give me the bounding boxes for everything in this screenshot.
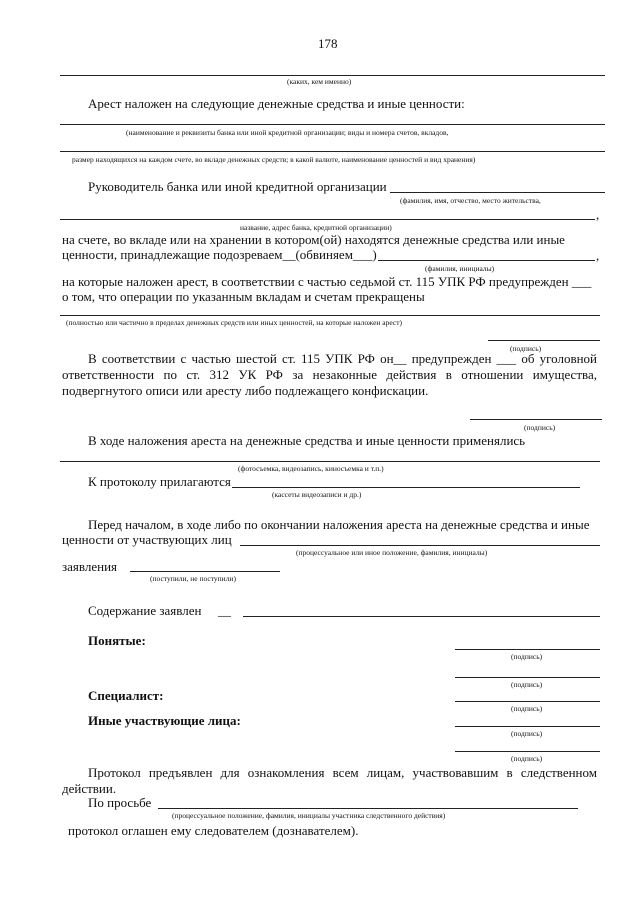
caption-received: (поступили, не поступили) xyxy=(150,574,236,583)
caption-signature-other-1: (подпись) xyxy=(511,729,543,738)
witnesses-label: Понятые: xyxy=(88,633,146,648)
blank-line-bank-address xyxy=(60,219,595,220)
attached-label: К протоколу прилагаются xyxy=(88,474,231,489)
statements-text-line-1: Перед началом, в ходе либо по окончании наложения ареста на денежные средства и иные xyxy=(88,517,590,532)
caption-signature-specialist: (подпись) xyxy=(511,704,543,713)
content-statements-label: Содержание заявлен xyxy=(88,603,202,618)
caption-bank-name: (наименование и реквизиты банка или иной кредитной организации; виды и номера счетов, вкладов, xyxy=(126,128,449,137)
caption-fully-partially: (полностью или частично в пределах денежных средств или иных ценностей, на которые наложен арест) xyxy=(66,318,402,327)
statements-text-line-2: ценности от участвующих лиц xyxy=(62,532,232,547)
blank-line-participant xyxy=(158,808,578,809)
other-participants-label: Иные участвующие лица: xyxy=(88,713,241,728)
statements-word: заявления xyxy=(62,559,118,574)
read-aloud-text: протокол оглашен ему следователем (дознавателем). xyxy=(68,823,359,838)
blank-line-fully-partially xyxy=(60,315,600,316)
caption-amount: размер находящихся на каждом счете, во вкладе денежных средств; в какой валюте, наименование ценностей и вид хранения) xyxy=(72,155,476,164)
blank-line-bank-details xyxy=(60,124,605,125)
caption-photo: (фотосъемка, видеозапись, киносъемка и т.п.) xyxy=(238,464,384,473)
blank-line-content xyxy=(243,616,600,617)
caption-signature-witness-1: (подпись) xyxy=(511,652,543,661)
specialist-label: Специалист: xyxy=(88,688,164,703)
blank-line-amounts xyxy=(60,151,605,152)
caption-fio-initials: (фамилия, инициалы) xyxy=(425,264,495,273)
caption-signature-2: (подпись) xyxy=(524,423,556,432)
signature-line-witness-2 xyxy=(455,677,600,678)
caption-procedural: (процессуальное или иное положение, фамилия, инициалы) xyxy=(296,548,488,557)
signature-line-2 xyxy=(470,419,602,420)
caption-signature-other-2: (подпись) xyxy=(511,754,543,763)
account-text-line-2: ценности, принадлежащие подозреваем__(обвиняем___) xyxy=(62,247,377,262)
caption-fio-residence: (фамилия, имя, отчество, место жительства, xyxy=(400,196,541,205)
request-label: По просьбе xyxy=(88,795,152,810)
blank-line-suspect-fio xyxy=(378,260,595,261)
content-statements-blank: __ xyxy=(218,603,231,618)
blank-line-head-fio xyxy=(390,192,605,193)
blank-line-received xyxy=(130,571,280,572)
signature-line-other-2 xyxy=(455,751,600,752)
presented-paragraph: Протокол предъявлен для ознакомления всем лицам, участвовавшим в следственном действии. xyxy=(62,765,597,796)
blank-line-photo xyxy=(60,461,600,462)
arrest-intro-text: Арест наложен на следующие денежные средства и иные ценности: xyxy=(88,96,465,111)
caption-bank-address: название, адрес банка, кредитной организации) xyxy=(240,223,392,232)
warned-text-line-2: о том, что операции по указанным вкладам и счетам прекращены xyxy=(62,289,425,304)
liability-paragraph: В соответствии с частью шестой ст. 115 УПК РФ он__ предупрежден ___ об уголовной ответственности по ст. 312 УК РФ за незаконные действия в отношении имущества, подвергнутого описи или аресту либо подлежащего конфискации. xyxy=(62,351,597,398)
caption-kakikh: (каких, кем именно) xyxy=(287,77,352,86)
caption-signature-1: (подпись) xyxy=(510,344,542,353)
comma-mark-2: , xyxy=(596,248,600,263)
caption-signature-witness-2: (подпись) xyxy=(511,680,543,689)
signature-line-1 xyxy=(488,340,600,341)
head-of-bank-label: Руководитель банка или иной кредитной организации xyxy=(88,179,387,194)
caption-cassettes: (кассеты видеозаписи и др.) xyxy=(272,490,362,499)
applied-during-text: В ходе наложения ареста на денежные средства и иные ценности применялись xyxy=(88,433,526,448)
signature-line-specialist xyxy=(455,701,600,702)
caption-participant: (процессуальное положение, фамилия, инициалы участника следственного действия) xyxy=(172,811,446,820)
blank-line-kakikh xyxy=(60,75,605,76)
page-number: 178 xyxy=(318,36,338,51)
account-text-line-1: на счете, во вкладе или на хранении в котором(ой) находятся денежные средства или иные xyxy=(62,232,565,247)
signature-line-other-1 xyxy=(455,726,600,727)
blank-line-attached xyxy=(232,487,580,488)
warned-text-line-1: на которые наложен арест, в соответствии с частью седьмой ст. 115 УПК РФ предупрежден ___ xyxy=(62,274,592,289)
signature-line-witness-1 xyxy=(455,649,600,650)
comma-mark: , xyxy=(596,207,600,222)
blank-line-participants xyxy=(240,545,600,546)
